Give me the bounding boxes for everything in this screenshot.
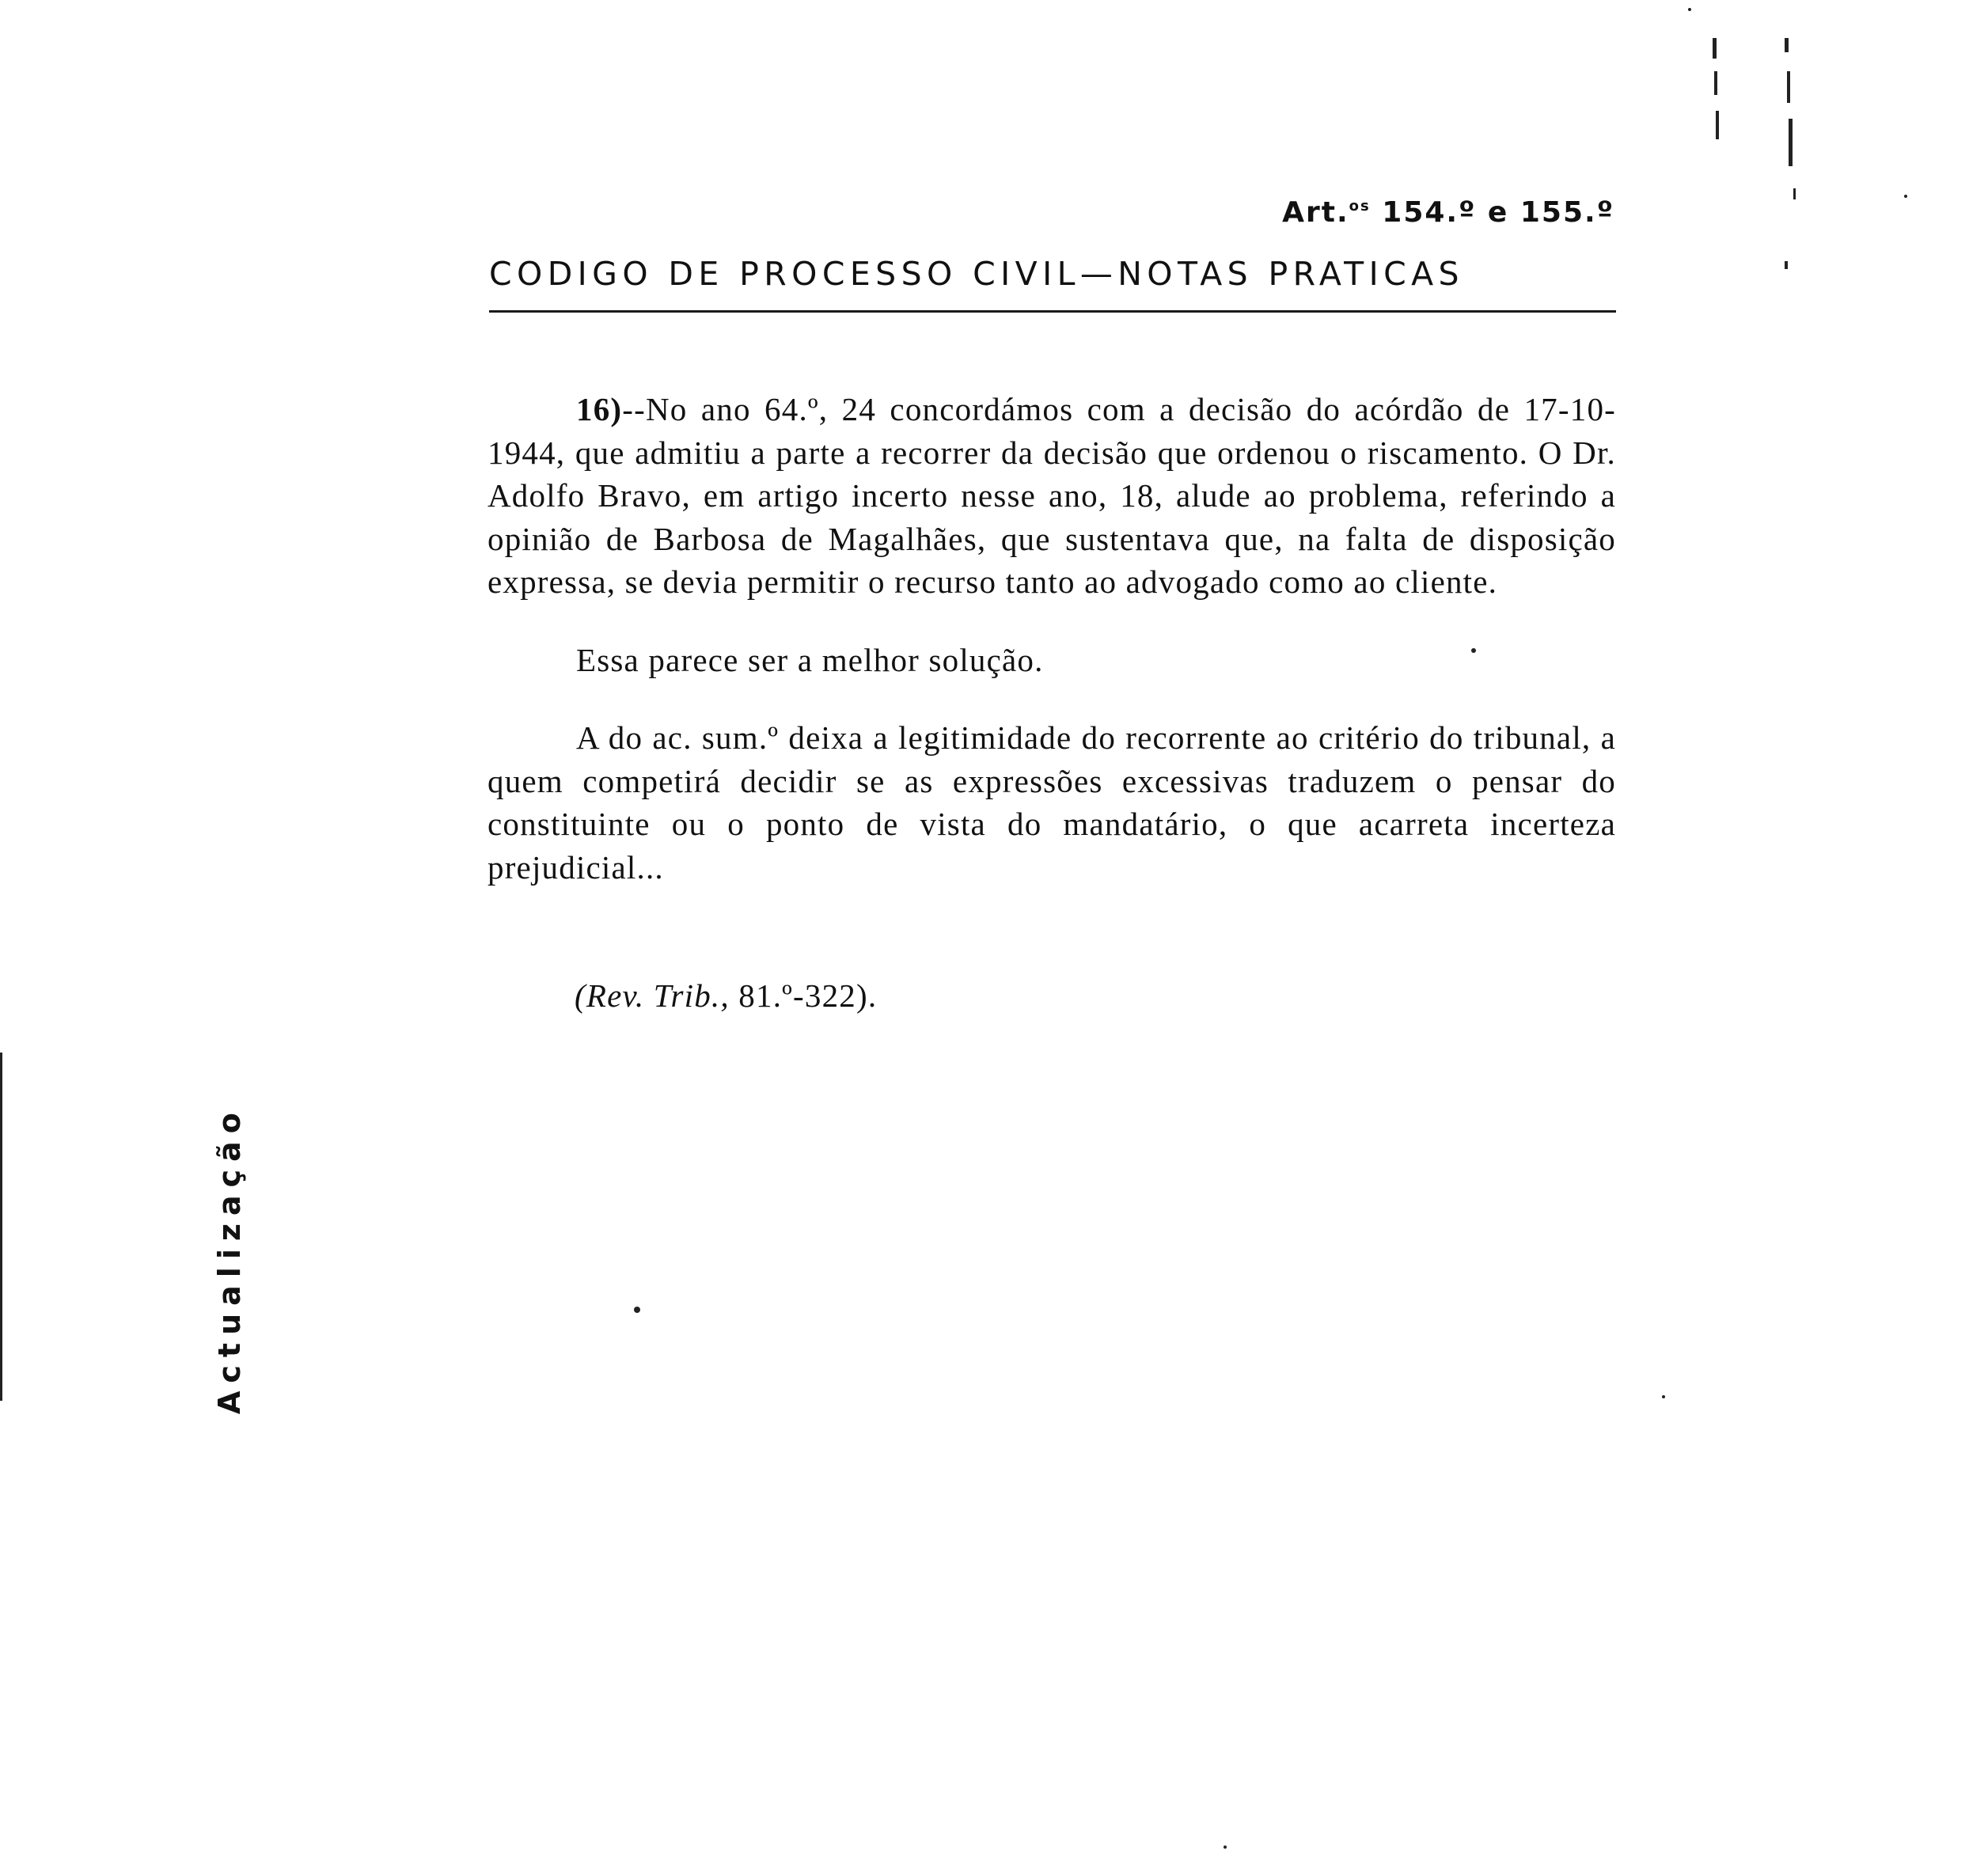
- paragraph-1: [488, 388, 1616, 604]
- scan-mark: [1224, 1846, 1227, 1849]
- scan-mark: [1787, 71, 1790, 103]
- scan-mark: [0, 1053, 2, 1401]
- margin-stamp: Actualização: [212, 1105, 247, 1414]
- scan-mark: [1793, 188, 1796, 199]
- scan-mark: [1713, 38, 1717, 59]
- paragraph-2: Essa parece ser a melhor solução.: [576, 641, 1044, 678]
- article-prefix: Art.: [1282, 196, 1349, 229]
- article-plural-sup: os: [1349, 198, 1371, 214]
- scan-mark: [1789, 119, 1793, 166]
- body-text: [488, 388, 1616, 889]
- scan-mark: [1716, 111, 1719, 139]
- scan-mark: [1785, 261, 1788, 269]
- paragraph-3: A do ac. sum.º deixa a legitimidade do recorrente ao critério do tribunal, a quem competirá decidir se as expressões excessivas traduzem o pensar do constituinte ou o ponto de vista do mandatário, o que acarreta incerteza prejudicial...: [488, 719, 1616, 886]
- article-reference: [1258, 196, 1614, 229]
- scan-mark: [634, 1307, 640, 1313]
- scan-mark: [1688, 8, 1691, 11]
- article-numbers: 154.º e 155.º: [1382, 196, 1614, 229]
- scan-mark: [1662, 1395, 1665, 1398]
- citation-source: (Rev. Trib.,: [575, 977, 730, 1014]
- citation-reference: 81.º-322).: [729, 977, 878, 1014]
- paragraph-1-text: --No ano 64.º, 24 concordámos com a decisão do acórdão de 17-10-1944, que admitiu a parte a recorrer da decisão que ordenou o riscamento. O Dr. Adolfo Bravo, em artigo incerto nesse ano, 18, alude ao problema, referindo a opinião de Barbosa de Magalhães, que sustentava que, na falta de disposição expressa, se devia permitir o recurso tanto ao advogado como ao cliente.: [488, 391, 1616, 600]
- scan-mark: [1904, 195, 1907, 198]
- running-title: CODIGO DE PROCESSO CIVIL—NOTAS PRATICAS: [489, 255, 1464, 293]
- note-number: 16): [576, 391, 623, 427]
- scan-mark: [1714, 71, 1717, 95]
- citation: [575, 977, 877, 1015]
- title-rule: [489, 310, 1616, 313]
- scan-mark: [1785, 38, 1789, 52]
